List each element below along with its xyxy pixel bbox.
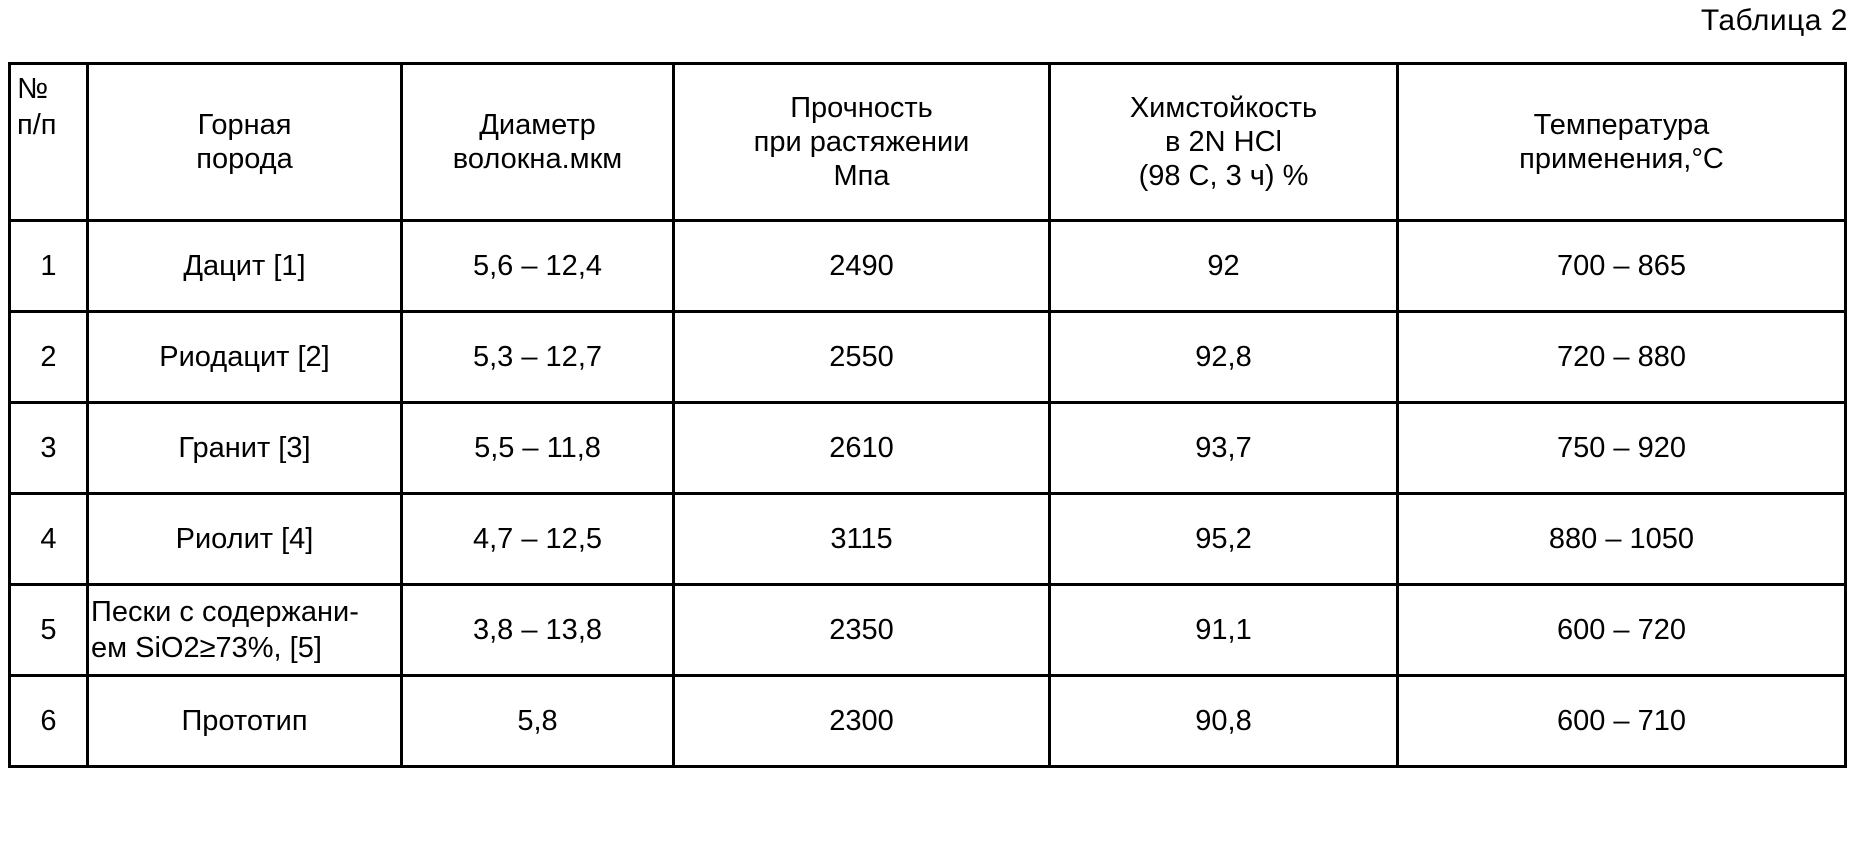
table-row [10,221,1846,312]
header-line: Диаметр [479,108,596,141]
cell-temperature: 600 – 720 [1398,585,1846,676]
header-line: применения,°С [1519,143,1724,175]
table-body [10,221,1846,767]
header-cell-chemical-resistance [1050,64,1398,221]
table-row [10,676,1846,767]
header-line: Горная [197,108,292,141]
cell-strength: 2610 [674,403,1050,494]
cell-strength: 2550 [674,312,1050,403]
cell-chemical-resistance: 92 [1050,221,1398,312]
header-line: Температура [1533,108,1710,141]
header-line: № [17,73,49,105]
header-line: порода [196,143,293,175]
cell-temperature: 700 – 865 [1398,221,1846,312]
header-cell-temperature [1398,64,1846,221]
cell-temperature: 880 – 1050 [1398,494,1846,585]
header-line: при растяжении [753,125,970,158]
header-line: волокна.мкм [452,143,623,175]
header-line: Химстойкость [1129,91,1318,124]
cell-rock-line: Пески с содержани- [91,595,359,628]
cell-rock: Прототип [88,676,402,767]
cell-chemical-resistance: 90,8 [1050,676,1398,767]
cell-diameter: 5,6 – 12,4 [402,221,674,312]
table-row [10,403,1846,494]
table-row [10,494,1846,585]
cell-temperature: 600 – 710 [1398,676,1846,767]
cell-diameter: 5,3 – 12,7 [402,312,674,403]
cell-rock-line: ем SiO2≥73%, [5] [91,632,322,664]
cell-number: 5 [10,585,88,676]
table-header [10,64,1846,221]
cell-chemical-resistance: 92,8 [1050,312,1398,403]
cell-number: 3 [10,403,88,494]
cell-diameter: 5,8 [402,676,674,767]
cell-chemical-resistance: 91,1 [1050,585,1398,676]
cell-diameter: 3,8 – 13,8 [402,585,674,676]
header-cell-number [10,64,88,221]
cell-diameter: 4,7 – 12,5 [402,494,674,585]
header-line: в 2N HCl [1165,125,1282,158]
cell-chemical-resistance: 95,2 [1050,494,1398,585]
cell-number: 1 [10,221,88,312]
cell-strength: 2350 [674,585,1050,676]
cell-number: 6 [10,676,88,767]
header-cell-diameter [402,64,674,221]
rock-fiber-properties-table [8,62,1847,768]
table-container [8,62,1844,768]
header-cell-strength [674,64,1050,221]
cell-number: 2 [10,312,88,403]
cell-rock: Дацит [1] [88,221,402,312]
cell-chemical-resistance: 93,7 [1050,403,1398,494]
table-header-row [10,64,1846,221]
cell-rock: Риодацит [2] [88,312,402,403]
cell-strength: 2300 [674,676,1050,767]
header-line: Мпа [833,160,890,193]
header-line: (98 C, 3 ч) % [1138,160,1309,193]
cell-strength: 2490 [674,221,1050,312]
table-row [10,312,1846,403]
table-caption: Таблица 2 [1700,4,1848,37]
cell-rock [88,585,402,676]
cell-diameter: 5,5 – 11,8 [402,403,674,494]
header-line: п/п [17,109,57,142]
cell-temperature: 720 – 880 [1398,312,1846,403]
cell-strength: 3115 [674,494,1050,585]
cell-rock: Гранит [3] [88,403,402,494]
cell-number: 4 [10,494,88,585]
cell-rock: Риолит [4] [88,494,402,585]
header-line: Прочность [790,91,933,124]
cell-temperature: 750 – 920 [1398,403,1846,494]
header-cell-rock [88,64,402,221]
table-row [10,585,1846,676]
